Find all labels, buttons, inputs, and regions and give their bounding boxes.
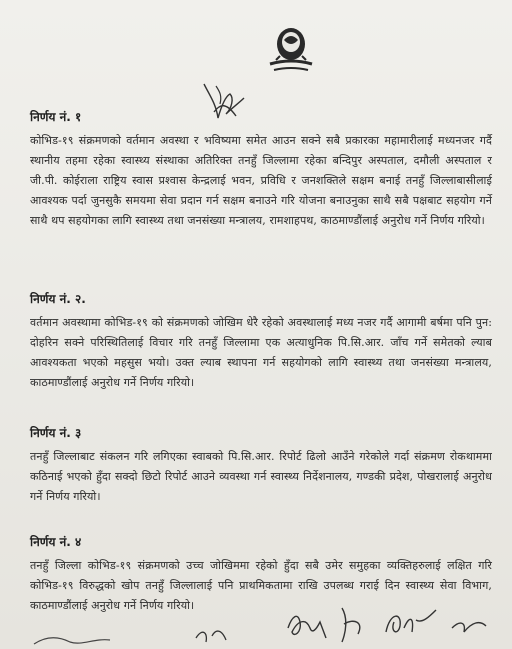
decision-heading: निर्णय नं. ३ [30,426,82,440]
decision-section-1 [30,108,492,231]
decision-text: तनहुँ जिल्लाबाट संकलन गरि लगिएका स्वाबको पि.सि.आर. रिपोर्ट ढिलो आउँने गरेकोले गर्दा संक्रमण रोकथाममा कठिनाई भएको हुँदा सक्दो छिटो रिपोर्ट आउने व्यवस्था गर्न स्वास्थ्य निर्देशनालय, गण्डकी प्रदेश, पोखरालाई अनुरोध गर्ने निर्णय गरियो। [30,450,492,503]
signature-icon [336,598,376,648]
signature-icon [190,598,234,648]
decision-text: कोभिड-१९ संक्रमणको वर्तमान अवस्था र भविष्यमा समेत आउन सक्ने सबै प्रकारका महामारीलाई मध्यनजर गर्दै स्थानीय तहमा रहेका स्वास्थ्य संस्थाका अतिरिक्त तनहुँ जिल्लामा रहेका बन्दिपुर अस्पताल, दमौली अस्पताल र जी.पी. कोईराला राष्ट्रिय स्वास प्रश्वास केन्द्रलाई भवन, प्रविधि र जनशक्तिले सक्षम बनाई तनहुँ जिल्लाबासीलाई आवश्यक पर्दा जुनसुकै समयमा सेवा प्रदान गर्न सक्षम बनाउने गरि योजना बनाउनुका साथै सबै पक्षबाट सहयोग गर्ने साथै थप सहयोगका लागि स्वास्थ्य तथा जनसंख्या मन्त्रालय, रामशाहपथ, काठमाण्डौंलाई अनुरोध गर्ने निर्णय गरियो। [30,134,492,227]
signature-icon [380,598,440,648]
signature-icon [30,630,120,649]
decision-text: वर्तमान अवस्थामा कोभिड-१९ को संक्रमणको जोखिम धेरै रहेको अवस्थालाई मध्य नजर गर्दै आगामी बर्षमा पनि पुन: दोहरिन सक्ने परिस्थितिलाई विचार गरि तनहुँ जिल्लामा एक अत्याधुनिक पि.सि.आर. जाँच गर्ने समेतको ल्याब आवश्यकता भएको महसुस भयो। उक्त ल्याब स्थापना गर्न सहयोगको लागि स्वास्थ्य तथा जनसंख्या मन्त्रालय, काठमाण्डौंलाई अनुरोध गर्ने निर्णय गरियो। [30,316,492,389]
decision-heading: निर्णय नं. २. [30,292,86,306]
signature-icon [282,598,334,648]
decision-heading: निर्णय नं. ४ [30,535,82,549]
emblem-seal-icon [266,22,316,78]
decision-section-3 [30,424,492,507]
decision-heading: निर्णय नं. १ [30,110,82,124]
decision-text: तनहुँ जिल्ला कोभिड-१९ संक्रमणको उच्च जोखिममा रहेको हुँदा सबै उमेर समुहका व्यक्तिहरुलाई लक्षित गरि कोभिड-१९ विरुद्धको खोप तनहुँ जिल्लालाई पनि प्राथमिकतामा राखि उपलब्ध गराई दिन स्वास्थ्य सेवा विभाग, काठमाण्डौंलाई अनुरोध गर्ने निर्णय गरियो। [30,559,492,612]
decision-section-2 [30,290,492,393]
signature-icon [446,598,492,648]
